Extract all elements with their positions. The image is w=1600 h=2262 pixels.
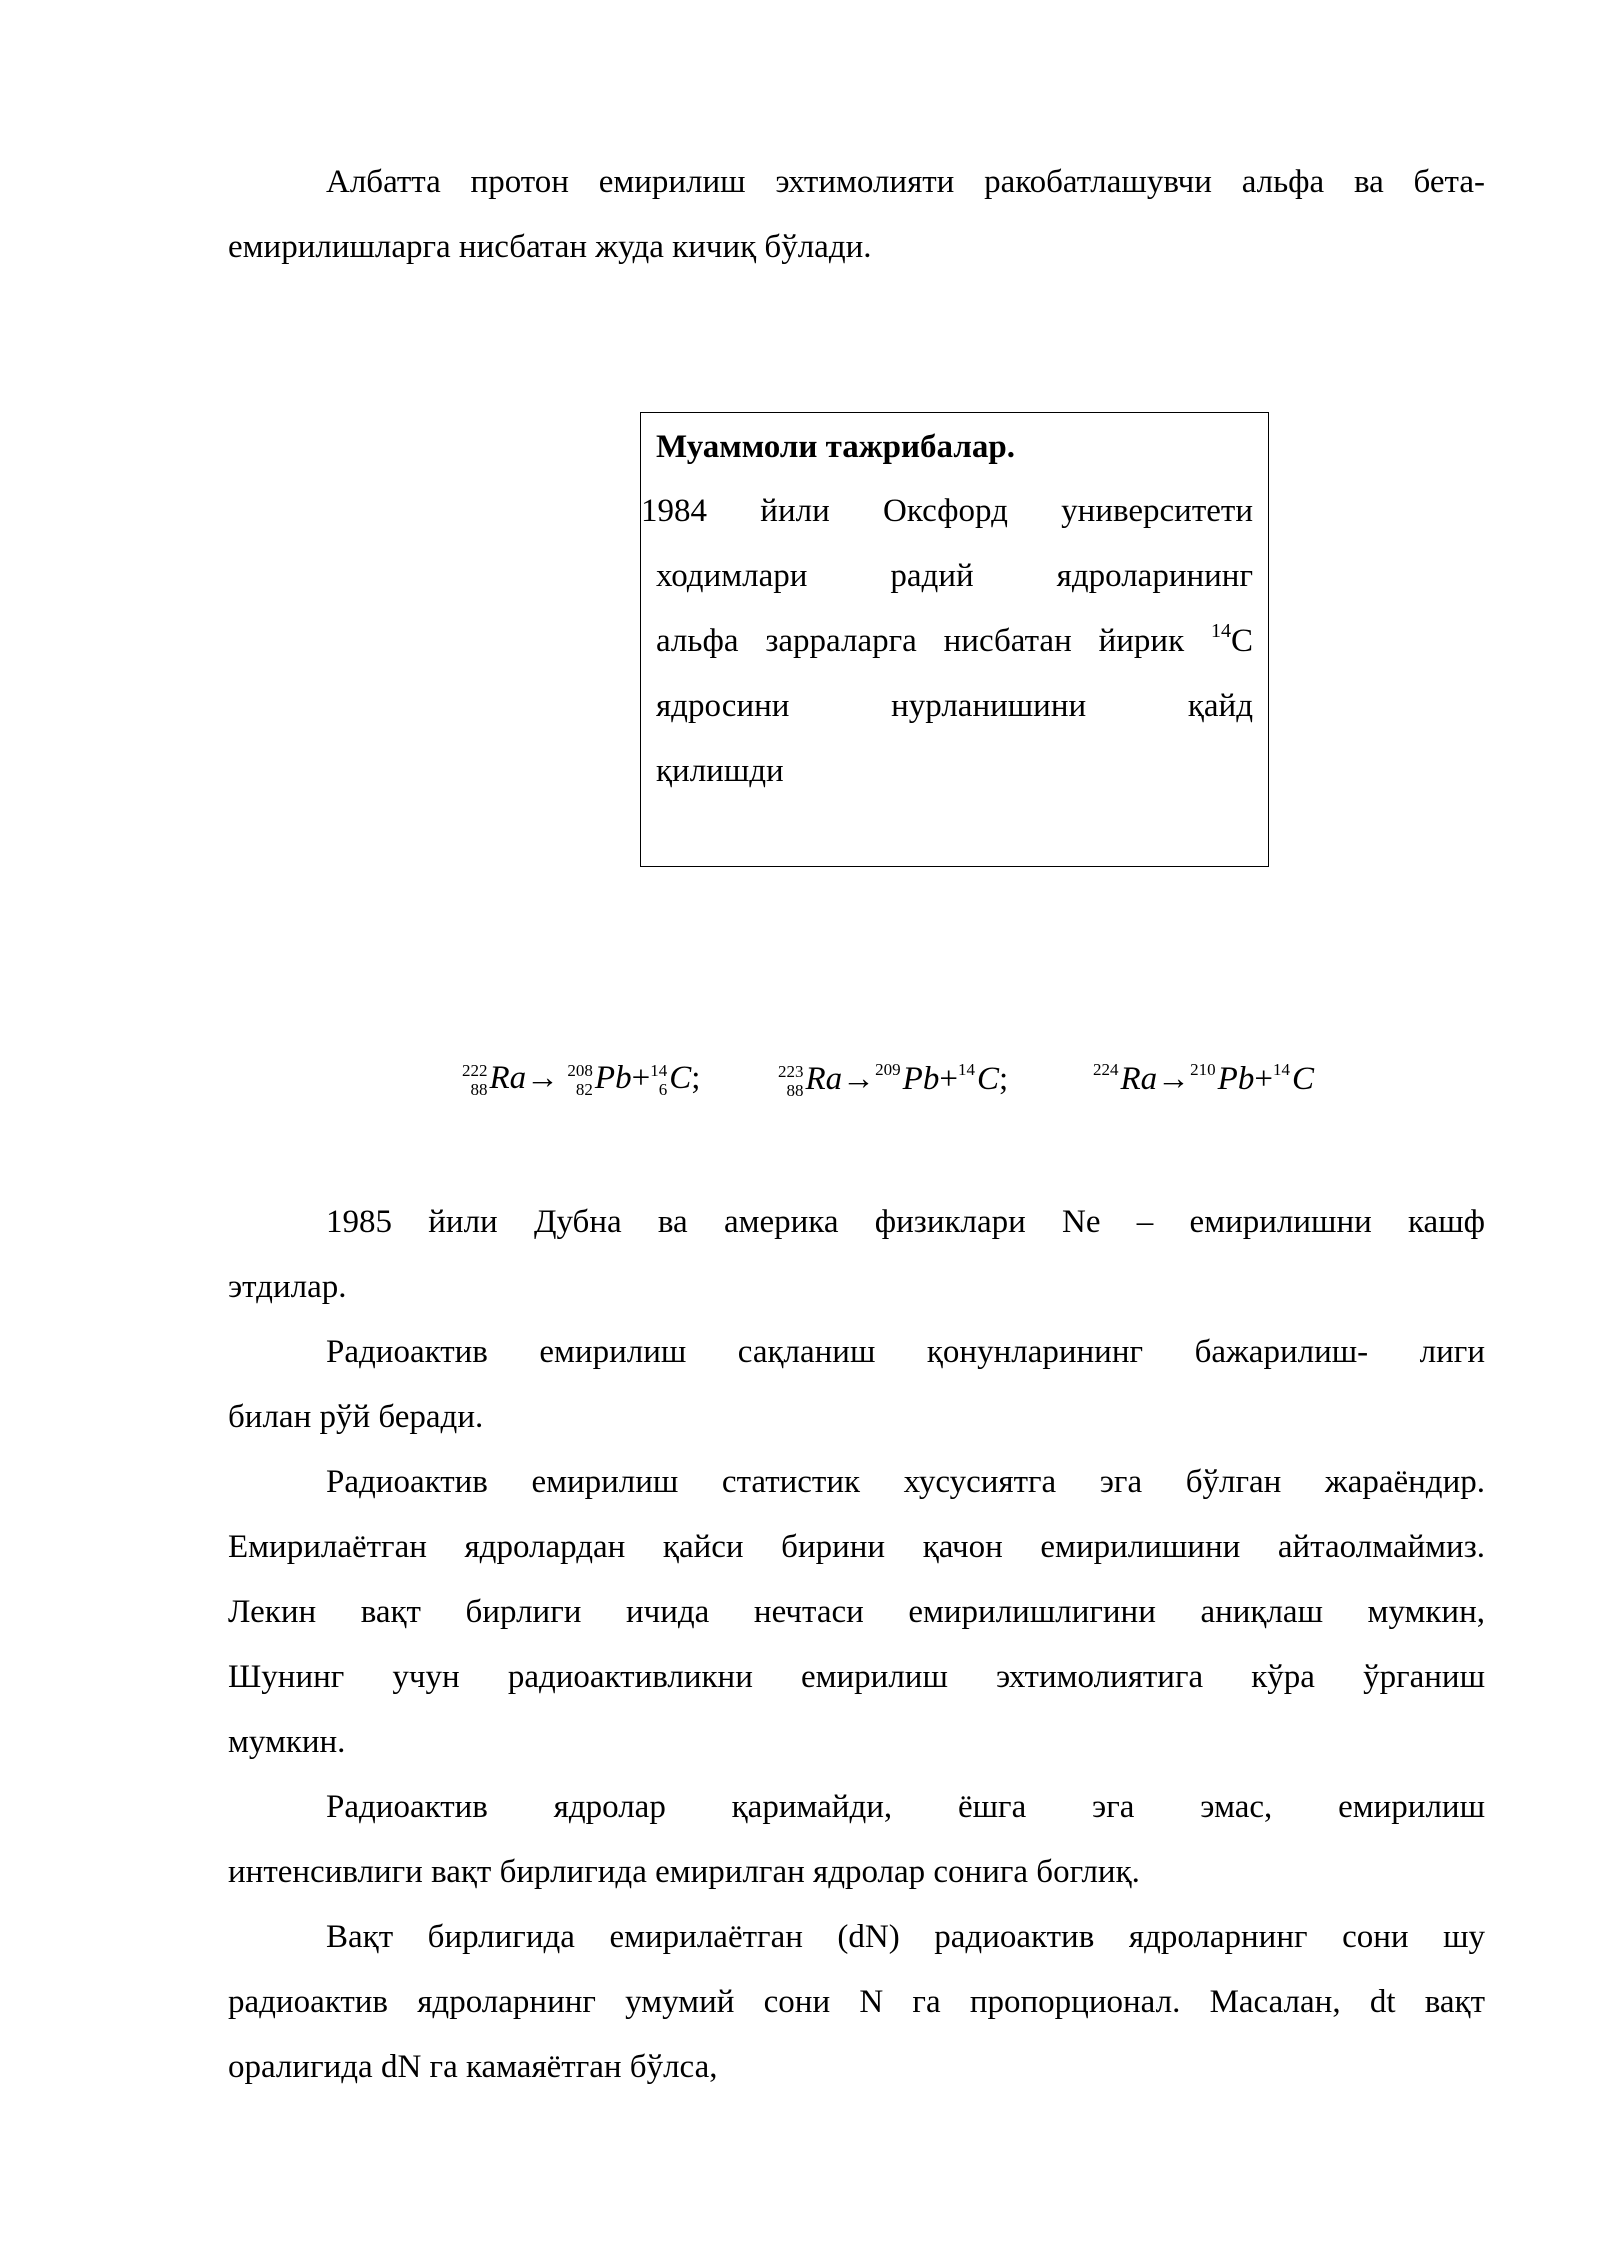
box-line-4: ядросини нурланишини қайд (656, 688, 1253, 724)
problem-experiments-box (640, 412, 1269, 867)
intro-line-1: Албатта протон емирилиш эхтимолияти ракобатлашувчи альфа ва бета- (326, 164, 1485, 200)
eq2-semicolon: ; (998, 1061, 1009, 1097)
paragraph-3-line-4: Шунинг учун радиоактивликни емирилиш эхтимолиятига кўра ўрганиш (228, 1659, 1485, 1695)
paragraph-3-line-2: Емирилаётган ядролардан қайси бирини қачон емирилишини айтаолмаймиз. (228, 1529, 1485, 1565)
paragraph-5-line-1: Вақт бирлигида емирилаётган (dN) радиоактив ядроларнинг сони шу (326, 1919, 1485, 1955)
paragraph-1-line-2: этдилар. (228, 1269, 347, 1305)
eq2-plus: + (939, 1061, 958, 1097)
paragraph-2-line-1: Радиоактив емирилиш сақланиш қонунларининг бажарилиш- лиги (326, 1334, 1485, 1370)
box-isotope-mass: 14 (1210, 620, 1231, 642)
paragraph-4-line-1: Радиоактив ядролар қаримайди, ёшга эга эмас, емирилиш (326, 1789, 1485, 1825)
eq3-ra-mass: 224 (1093, 1060, 1119, 1079)
intro-line-2: емирилишларга нисбатан жуда кичиқ бўлади. (228, 229, 872, 265)
box-text (641, 479, 1253, 804)
eq3-c-mass: 14 (1272, 1060, 1290, 1079)
eq1-ra-mass: 222 (462, 1061, 488, 1081)
eq1-c-z: 6 (658, 1080, 668, 1100)
paragraph-3-line-1: Радиоактив емирилиш статистик хусусиятга эга бўлган жараёндир. (326, 1464, 1485, 1500)
eq1-arrow: → (526, 1060, 560, 1096)
paragraph-3 (228, 1450, 1485, 1775)
eq1-plus: + (631, 1060, 651, 1096)
eq2-ra-z: 88 (786, 1081, 804, 1101)
eq1-c-symbol: C (669, 1060, 692, 1096)
intro-paragraph (228, 150, 1485, 280)
box-line-2: ходимлари радий ядроларининг (656, 558, 1253, 594)
eq2-pb-symbol: Pb (902, 1061, 940, 1097)
eq3-plus: + (1254, 1061, 1273, 1097)
box-line-1: 1984 йили Оксфорд университети (641, 493, 1253, 529)
decay-equation-2 (778, 1060, 1008, 1120)
eq1-pb-z: 82 (575, 1080, 593, 1100)
box-line-3: альфа зарраларга нисбатан йирик $^{14}$С (656, 620, 1253, 659)
eq2-c-mass: 14 (957, 1060, 975, 1079)
eq1-ra-z: 88 (470, 1080, 488, 1100)
eq2-c-symbol: C (976, 1061, 999, 1097)
eq3-c-symbol: C (1291, 1061, 1314, 1097)
paragraph-2-line-2: билан рўй беради. (228, 1399, 484, 1435)
eq2-ra-symbol: Ra (805, 1061, 843, 1097)
eq1-ra-symbol: Ra (489, 1060, 527, 1096)
paragraph-1-line-1: 1985 йили Дубна ва америка физиклари Nе – емирилишни кашф (326, 1204, 1485, 1240)
paragraph-3-line-3: Лекин вақт бирлиги ичида нечтаси емирилишлигини аниқлаш мумкин, (228, 1594, 1485, 1630)
box-line-5: қилишди (656, 753, 784, 789)
paragraph-1 (228, 1190, 1485, 1320)
decay-equation-1 (462, 1060, 700, 1120)
eq2-pb-mass: 209 (875, 1060, 901, 1079)
paragraph-5 (228, 1905, 1485, 2100)
paragraph-4-line-2: интенсивлиги вақт бирлигида емирилган ядролар сонига боглиқ. (228, 1854, 1140, 1890)
eq3-pb-symbol: Pb (1217, 1061, 1255, 1097)
paragraph-3-line-5: мумкин. (228, 1724, 346, 1760)
paragraph-5-line-2: радиоактив ядроларнинг умумий сони N га пропорционал. Масалан, dt вақт (228, 1984, 1485, 2020)
eq2-ra-mass: 223 (778, 1062, 804, 1082)
eq1-pb-mass: 208 (567, 1061, 593, 1081)
eq2-arrow: → (842, 1061, 876, 1097)
eq1-pb-symbol: Pb (594, 1060, 632, 1096)
eq3-ra-symbol: Ra (1120, 1061, 1158, 1097)
eq1-c-mass: 14 (650, 1061, 668, 1081)
decay-equation-3 (1093, 1060, 1314, 1120)
paragraph-4 (228, 1775, 1485, 1905)
paragraph-5-line-3: оралигида dN га камаяётган бўлса, (228, 2049, 718, 2085)
paragraph-2 (228, 1320, 1485, 1450)
eq1-semicolon: ; (691, 1060, 701, 1096)
box-title: Муаммоли тажрибалар. (656, 429, 1015, 465)
eq3-arrow: → (1157, 1061, 1191, 1097)
eq3-pb-mass: 210 (1190, 1060, 1216, 1079)
